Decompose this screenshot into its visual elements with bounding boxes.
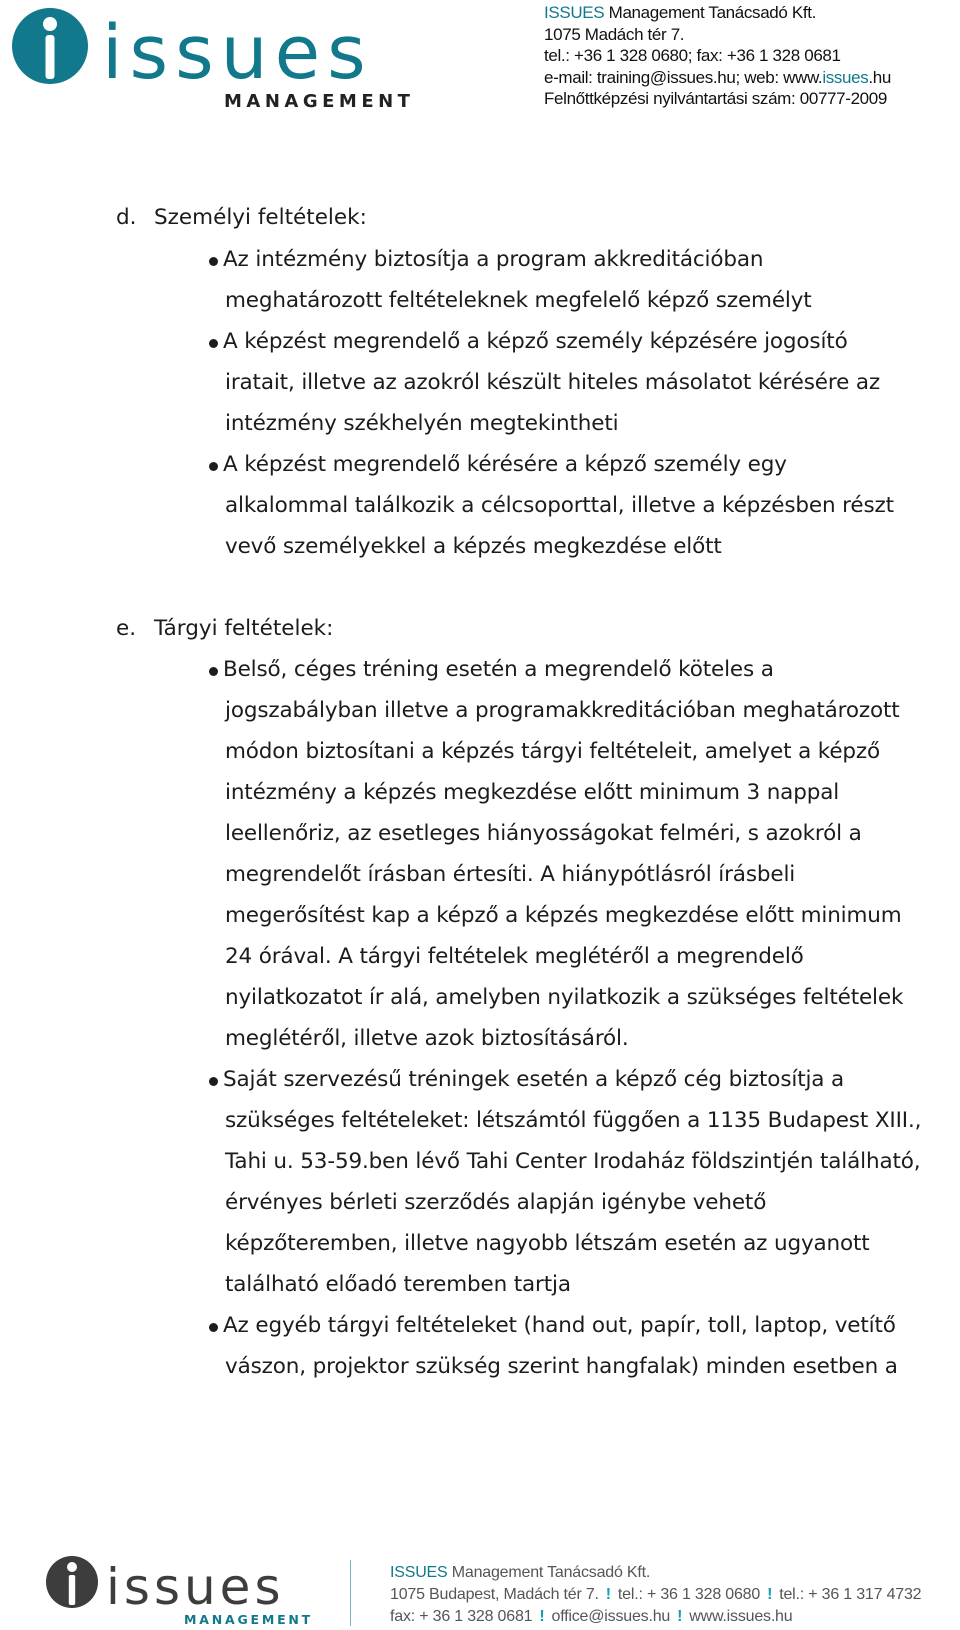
section-e-bullet1-line: Belső, céges tréning esetén a megrendelő köteles a — [223, 657, 774, 682]
footer-fax-email-web — [390, 1606, 921, 1628]
header-contact-block — [544, 2, 891, 110]
section-e-heading — [116, 616, 333, 641]
letterhead — [0, 0, 960, 120]
section-d-heading — [116, 205, 367, 230]
section-e-bullet3-line: Az egyéb tárgyi feltételeket (hand out, papír, toll, laptop, vetítő — [223, 1313, 896, 1338]
footer-separator: ! — [677, 1608, 683, 1625]
footer-company-line — [390, 1562, 921, 1584]
header-web-highlight: issues — [822, 67, 869, 87]
bullet-icon — [209, 339, 218, 348]
section-e-bullet3-line: vászon, projektor szükség szerint hangfalak) minden esetben a — [225, 1354, 898, 1379]
section-d-letter: d. — [116, 205, 137, 230]
footer-separator: ! — [767, 1586, 773, 1603]
section-d-bullet3-line: vevő személyekkel a képzés megkezdése előtt — [225, 534, 722, 559]
section-e-bullet2-line: szükséges feltételeket: létszámtól függően a 1135 Budapest XIII., — [225, 1108, 922, 1133]
header-address: 1075 Madách tér 7. — [544, 24, 685, 44]
header-phone-fax: tel.: +36 1 328 0680; fax: +36 1 328 0681 — [544, 46, 841, 66]
footer-issues-logo — [44, 1554, 314, 1628]
section-d-bullet1-line: meghatározott feltételeknek megfelelő képző személyt — [225, 288, 812, 313]
section-e-bullet1-line: leellenőriz, az esetleges hiányosságokat felméri, s azokról a — [225, 821, 862, 846]
header-company-prefix: ISSUES — [544, 3, 605, 22]
section-e-letter: e. — [116, 616, 137, 641]
section-e-bullet1-line: 24 órával. A tárgyi feltételek meglétéről a megrendelő — [225, 944, 804, 969]
section-d-bullet2-line: intézmény székhelyén megtekintheti — [225, 411, 619, 436]
issues-logo — [6, 4, 415, 114]
page-footer — [0, 1540, 960, 1630]
header-company-line — [544, 2, 891, 24]
section-d-bullet3-line: alkalommal találkozik a célcsoporttal, illetve a képzésben részt — [225, 493, 894, 518]
logo-word: issues — [102, 10, 373, 96]
header-email-web — [544, 67, 891, 89]
section-e-bullet1-line: megrendelőt írásban értesíti. A hiánypótlásról írásbeli — [225, 862, 796, 887]
header-registration: Felnőttképzési nyilvántartási szám: 00777-2009 — [544, 89, 887, 109]
footer-address: 1075 Budapest, Madách tér 7. — [390, 1586, 599, 1603]
section-e-bullet2-line: Saját szervezésű tréningek esetén a képző cég biztosítja a — [223, 1067, 845, 1092]
section-e-bullet1-line: megerősítést kap a képző a képzés megkezdése előtt minimum — [225, 903, 902, 928]
bullet-icon — [209, 667, 218, 676]
footer-logo-word: issues — [106, 1558, 285, 1616]
footer-fax: fax: + 36 1 328 0681 — [390, 1608, 533, 1625]
footer-separator: ! — [539, 1608, 545, 1625]
section-e-title: Tárgyi feltételek: — [154, 616, 334, 641]
logo-subtitle: MANAGEMENT — [224, 91, 415, 112]
section-e-bullet1-line: módon biztosítani a képzés tárgyi feltételeit, amelyet a képző — [225, 739, 881, 764]
header-company-name: Management Tanácsadó Kft. — [604, 3, 816, 22]
footer-separator: ! — [605, 1586, 611, 1603]
section-e-bullet1-line: nyilatkozatot ír alá, amelyben nyilatkozik a szükséges feltételek — [225, 985, 904, 1010]
section-e-bullet2-line: található előadó teremben tartja — [225, 1272, 571, 1297]
footer-logo-subtitle: MANAGEMENT — [184, 1612, 314, 1627]
section-e-bullet2-line: képzőteremben, illetve nagyobb létszám esetén az ugyanott — [225, 1231, 870, 1256]
bullet-icon — [209, 1077, 218, 1086]
bullet-icon — [209, 257, 218, 266]
footer-company-prefix: ISSUES — [390, 1564, 448, 1581]
header-email-web-prefix: e-mail: training@issues.hu; web: www. — [544, 67, 823, 87]
footer-web: www.issues.hu — [689, 1608, 793, 1625]
section-d-bullet2-line: A képzést megrendelő a képző személy képzésére jogosító — [223, 329, 848, 354]
section-e-bullet2-line: érvényes bérleti szerződés alapján igénybe vehető — [225, 1190, 767, 1215]
section-e-bullet1-line: meglétéről, illetve azok biztosításáról. — [225, 1026, 629, 1051]
footer-divider — [350, 1560, 351, 1626]
footer-company-name: Management Tanácsadó Kft. — [447, 1564, 651, 1581]
bullet-icon — [209, 1323, 218, 1332]
section-e-bullet1-line: intézmény a képzés megkezdése előtt minimum 3 nappal — [225, 780, 840, 805]
footer-email: office@issues.hu — [551, 1608, 671, 1625]
section-d-title: Személyi feltételek: — [154, 205, 367, 230]
footer-tel1: tel.: + 36 1 328 0680 — [617, 1586, 761, 1603]
footer-tel2: tel.: + 36 1 317 4732 — [779, 1586, 922, 1603]
section-d-bullet3-line: A képzést megrendelő kérésére a képző személy egy — [223, 452, 787, 477]
section-e-bullet2-line: Tahi u. 53-59.ben lévő Tahi Center Irodaház földszintjén található, — [225, 1149, 921, 1174]
footer-address-phones — [390, 1584, 921, 1606]
footer-contact-block — [390, 1562, 921, 1628]
header-web-suffix: .hu — [868, 67, 891, 87]
section-d-bullet2-line: iratait, illetve az azokról készült hiteles másolatot kérésére az — [225, 370, 881, 395]
bullet-icon — [209, 462, 218, 471]
section-d-bullet1-line: Az intézmény biztosítja a program akkreditációban — [223, 247, 764, 272]
section-e-bullet1-line: jogszabályban illetve a programakkreditációban meghatározott — [225, 698, 900, 723]
